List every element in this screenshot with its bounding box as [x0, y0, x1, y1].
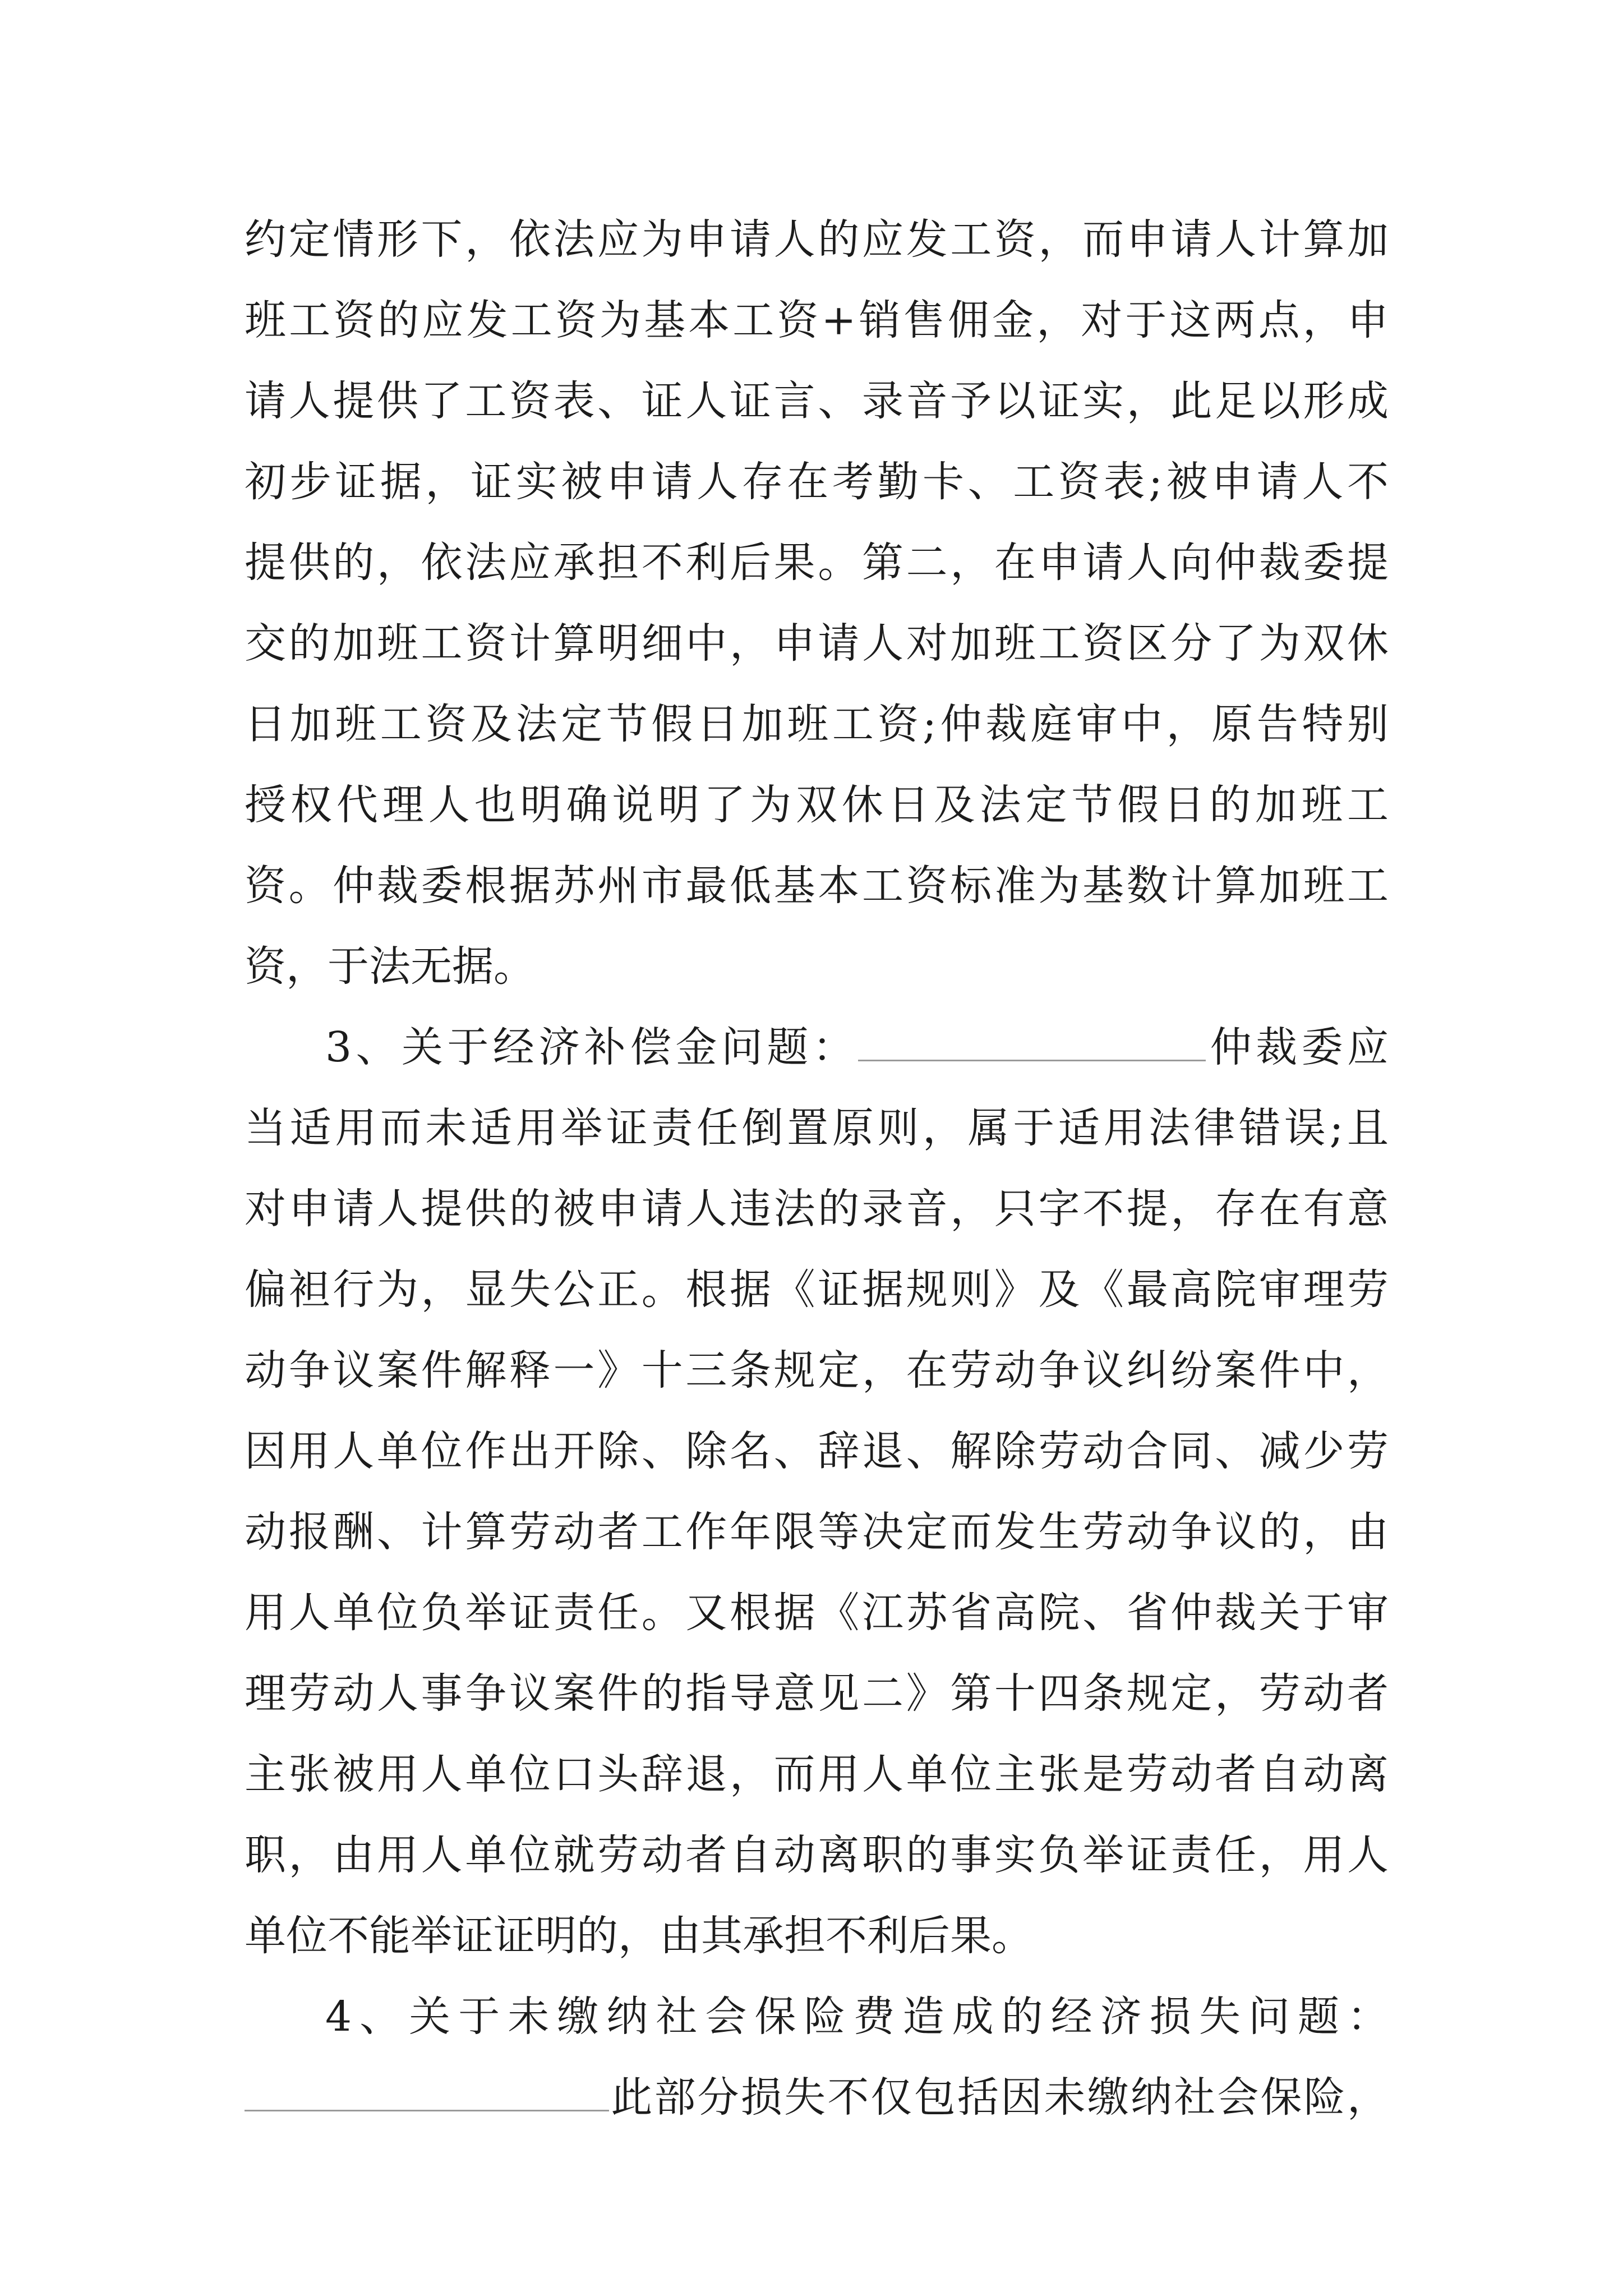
text-line: 请人提供了工资表、证人证言、录音予以证实，此足以形成: [245, 377, 1389, 425]
text-line: 约定情形下，依法应为申请人的应发工资，而申请人计算加: [245, 215, 1389, 264]
heading-tail-text: 仲裁委应: [1206, 1023, 1389, 1071]
text-line: [245, 2067, 1389, 2128]
text-line: 职，由用人单位就劳动者自动离职的事实负举证责任，用人: [245, 1831, 1389, 1879]
blank-fill-line: [245, 2075, 609, 2111]
blank-fill-line: [858, 1025, 1206, 1061]
text-line: 授权代理人也明确说明了为双休日及法定节假日的加班工: [245, 781, 1389, 829]
text-line: 主张被用人单位口头辞退，而用人单位主张是劳动者自动离: [245, 1750, 1389, 1798]
text-line: 因用人单位作出开除、除名、辞退、解除劳动合同、减少劳: [245, 1427, 1389, 1475]
text-line: 当适用而未适用举证责任倒置原则，属于适用法律错误;且: [245, 1104, 1389, 1152]
text-line: 初步证据，证实被申请人存在考勤卡、工资表;被申请人不: [245, 458, 1389, 506]
text-line: 用人单位负举证责任。又根据《江苏省高院、省仲裁关于审: [245, 1589, 1389, 1637]
text-line: 单位不能举证证明的，由其承担不利后果。: [245, 1912, 1033, 1960]
text-line: 动报酬、计算劳动者工作年限等决定而发生劳动争议的，由: [245, 1508, 1389, 1556]
text-line: 偏袒行为，显失公正。根据《证据规则》及《最高院审理劳: [245, 1266, 1389, 1314]
text-line: 理劳动人事争议案件的指导意见二》第十四条规定，劳动者: [245, 1669, 1389, 1718]
text-line-tail: 此部分损失不仅包括因未缴纳社会保险，: [609, 2073, 1389, 2122]
text-line: 资。仲裁委根据苏州市最低基本工资标准为基数计算加班工: [245, 862, 1389, 910]
text-line: 资，于法无据。: [245, 942, 535, 991]
text-line: 日加班工资及法定节假日加班工资;仲裁庭审中，原告特别: [245, 700, 1389, 748]
section-heading-3: [325, 1016, 1389, 1078]
text-line: 交的加班工资计算明细中，申请人对加班工资区分了为双休: [245, 619, 1389, 668]
text-line: 对申请人提供的被申请人违法的录音，只字不提，存在有意: [245, 1185, 1389, 1233]
text-line: 班工资的应发工资为基本工资+销售佣金，对于这两点，申: [245, 296, 1389, 344]
text-line: 动争议案件解释一》十三条规定，在劳动争议纠纷案件中，: [245, 1346, 1389, 1395]
heading-text: 3、关于经济补偿金问题：: [325, 1023, 859, 1071]
text-line: 提供的，依法应承担不利后果。第二，在申请人向仲裁委提: [245, 539, 1389, 587]
section-heading-4: 4、关于未缴纳社会保险费造成的经济损失问题：: [325, 1993, 1389, 2041]
